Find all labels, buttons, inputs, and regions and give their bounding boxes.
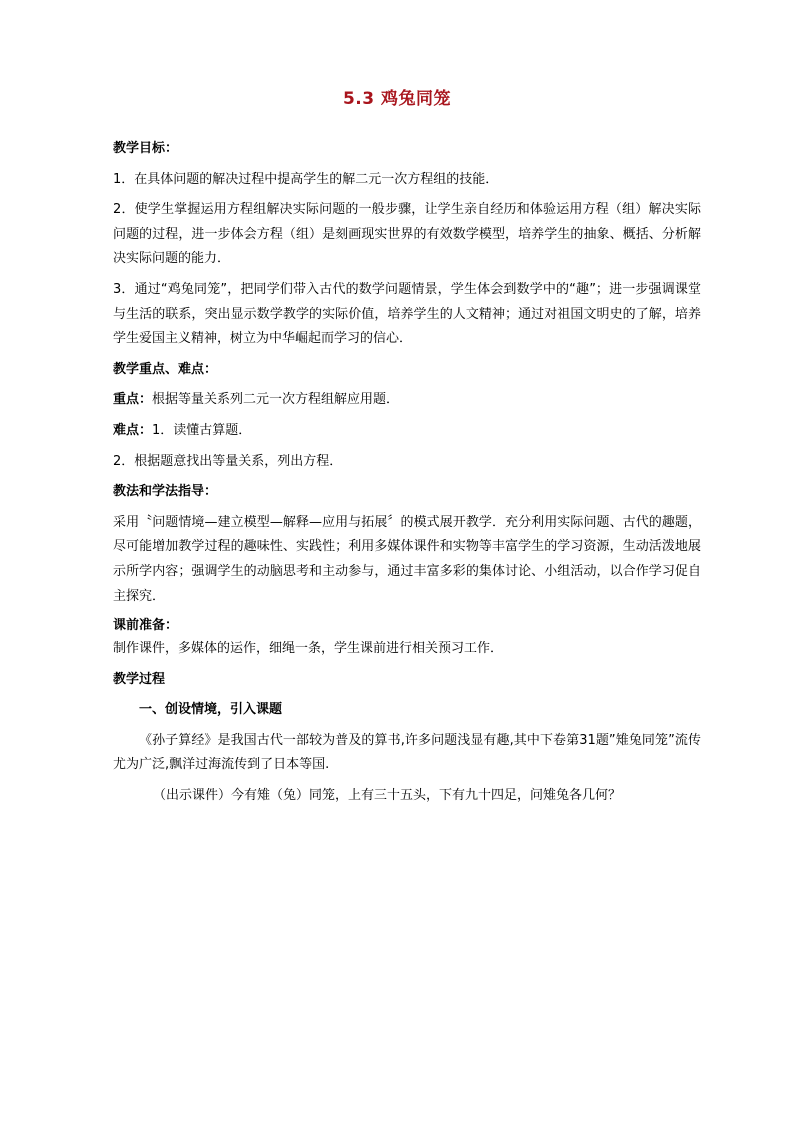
difficulty-text: 1．读懂古算题． bbox=[152, 422, 252, 438]
process-heading: 教学过程 bbox=[113, 671, 166, 687]
story-paragraph: 《孙子算经》是我国古代一部较为普及的算书,许多问题浅显有趣,其中下卷第31题”雉兔同笼”流传尤为广泛,飘洋过海流传到了日本等国. bbox=[113, 732, 701, 773]
objective-item-2: 2．使学生掌握运用方程组解决实际问题的一般步骤，让学生亲自经历和体验运用方程（组）解决实际问题的过程，进一步体会方程（组）是刻画现实世界的有效数学模型，培养学生的抽象、概括、分析解决实际问题的能力． bbox=[113, 202, 701, 267]
key-point-text: 根据等量关系列二元一次方程组解应用题． bbox=[152, 392, 400, 408]
objective-item-3: 3．通过“鸡兔同笼”，把同学们带入古代的数学问题情景，学生体会到数学中的“趣”；进一步强调课堂与生活的联系，突出显示数学教学的实际价值，培养学生的人文精神；通过对祖国文明史的了解，培养学生爱国主义精神，树立为中华崛起而学习的信心． bbox=[113, 281, 701, 347]
section-1-title: 一、创设情境，引入课题 bbox=[139, 702, 283, 718]
problem-paragraph: （出示课件）今有雉（兔）同笼，上有三十五头，下有九十四足，问雉兔各几何？ bbox=[153, 788, 622, 804]
preparation-text: 制作课件，多媒体的运作，细绳一条，学生课前进行相关预习工作． bbox=[113, 641, 504, 657]
key-point-label: 重点： bbox=[113, 392, 153, 408]
methods-heading: 教法和学法指导： bbox=[113, 484, 218, 500]
preparation-heading: 课前准备： bbox=[113, 618, 179, 634]
difficulty-line bbox=[113, 419, 701, 444]
objectives-heading: 教学目标： bbox=[113, 141, 179, 156]
difficulty-line-2: 2．根据题意找出等量关系，列出方程． bbox=[113, 453, 343, 469]
difficulty-label: 难点： bbox=[113, 422, 153, 438]
objective-item-1: 1．在具体问题的解决过程中提高学生的解二元一次方程组的技能． bbox=[113, 171, 499, 187]
key-points-heading: 教学重点、难点： bbox=[113, 361, 218, 377]
document-body bbox=[113, 137, 701, 815]
key-point-line bbox=[113, 388, 701, 413]
document-title: 5.3 鸡兔同笼 bbox=[342, 89, 452, 109]
methods-text: 采用〝问题情境—建立模型—解释—应用与拓展〞的模式展开教学．充分利用实际问题、古代的趣题，尽可能增加教学过程的趣味性、实践性；利用多媒体课件和实物等丰富学生的学习资源，生动活泼地展示所学内容；强调学生的动脑思考和主动参与，通过丰富多彩的集体讨论、小组活动，以合作学习促自主探究． bbox=[113, 514, 701, 604]
